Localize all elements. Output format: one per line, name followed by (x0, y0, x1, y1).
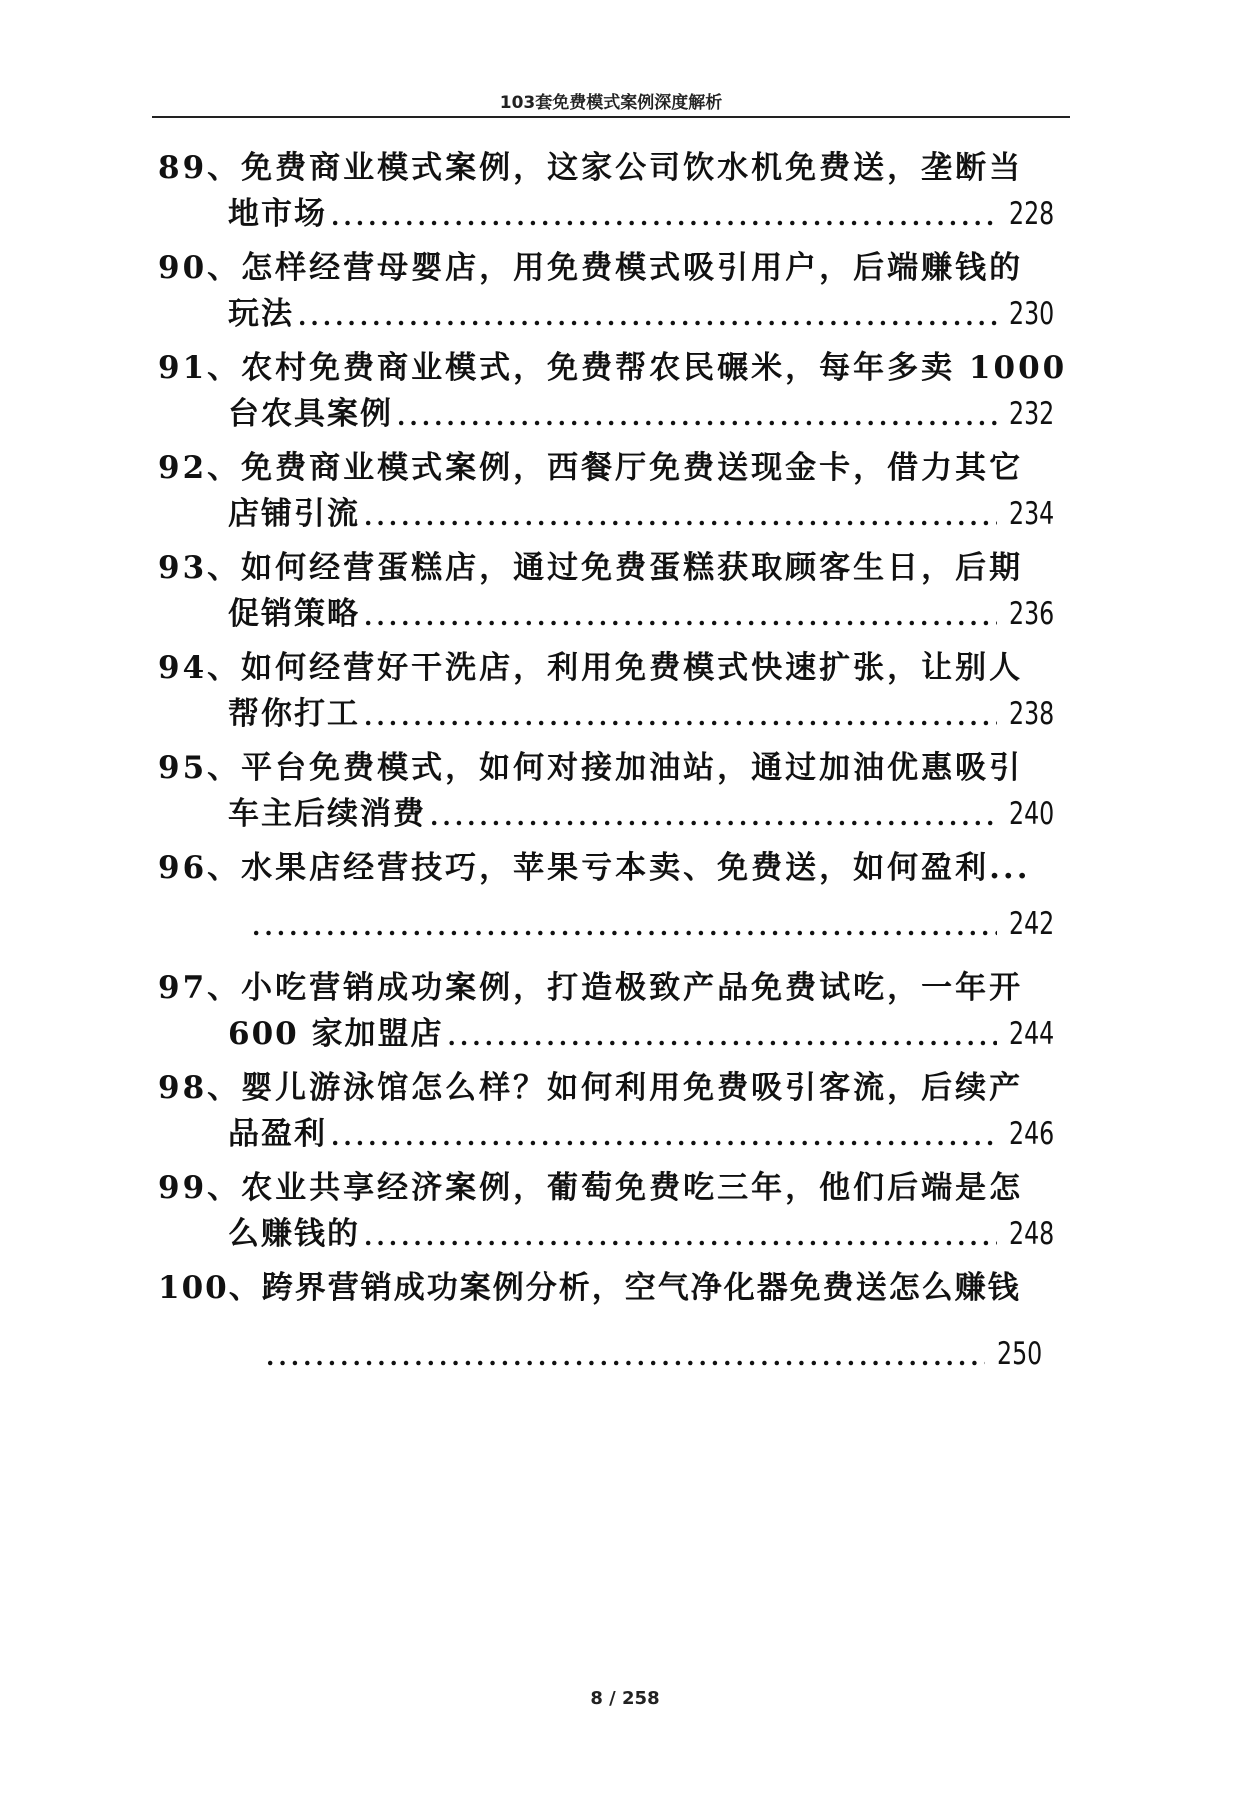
toc-entry-title: 100、跨界营销成功案例分析，空气净化器免费送怎么赚钱 (158, 1270, 1021, 1306)
toc-entry-title: 93、如何经营蛋糕店，通过免费蛋糕获取顾客生日，后期 (158, 550, 1024, 586)
toc-entry-continuation: 么赚钱的 (228, 1216, 360, 1252)
toc-entry-continuation: 台农具案例 (228, 396, 393, 432)
toc-entry-title: 90、怎样经营母婴店，用免费模式吸引用户，后端赚钱的 (158, 250, 1024, 286)
toc-entry-title: 97、小吃营销成功案例，打造极致产品免费试吃，一年开 (158, 970, 1024, 1006)
dot-leader (448, 1020, 997, 1054)
toc-entry-title: 98、婴儿游泳馆怎么样？如何利用免费吸引客流，后续产 (158, 1070, 1024, 1106)
toc-entry-continuation: 品盈利 (228, 1116, 327, 1152)
toc-entry-title: 95、平台免费模式，如何对接加油站，通过加油优惠吸引 (158, 750, 1024, 786)
dot-leader (252, 910, 997, 944)
toc-page-number: 240 (1008, 796, 1054, 832)
toc-page-number: 230 (1008, 296, 1054, 332)
page-header-title: 103套免费模式案例深度解析 (499, 93, 723, 113)
toc-entry-continuation: 600 家加盟店 (228, 1016, 444, 1052)
dot-leader (430, 800, 997, 834)
toc-entry-continuation: 帮你打工 (228, 696, 360, 732)
dot-leader (364, 600, 997, 634)
dot-leader (364, 1220, 997, 1254)
toc-page-number: 248 (1008, 1216, 1054, 1252)
toc-entry-continuation: 店铺引流 (228, 496, 360, 532)
toc-page-number: 234 (1008, 496, 1054, 532)
dot-leader (364, 500, 997, 534)
toc-entry-continuation: 促销策略 (228, 596, 360, 632)
toc-page-number: 238 (1008, 696, 1054, 732)
toc-entry-title: 99、农业共享经济案例，葡萄免费吃三年，他们后端是怎 (158, 1170, 1024, 1206)
dot-leader (331, 200, 997, 234)
header-divider (152, 116, 1070, 118)
toc-entry-title: 92、免费商业模式案例，西餐厅免费送现金卡，借力其它 (158, 450, 1024, 486)
toc-page-number: 246 (1008, 1116, 1054, 1152)
toc-entry-continuation: 玩法 (228, 296, 294, 332)
toc-entry-title: 94、如何经营好干洗店，利用免费模式快速扩张，让别人 (158, 650, 1024, 686)
toc-entry-continuation: 车主后续消费 (228, 796, 426, 832)
toc-page-number: 242 (1008, 906, 1054, 942)
toc-page-number: 250 (996, 1336, 1042, 1372)
toc-page-number: 228 (1008, 196, 1054, 232)
toc-entry-title: 89、免费商业模式案例，这家公司饮水机免费送，垄断当 (158, 150, 1024, 186)
toc-page-number: 232 (1008, 396, 1054, 432)
dot-leader (397, 400, 997, 434)
dot-leader (266, 1340, 985, 1374)
dot-leader (331, 1120, 997, 1154)
page-indicator: 8 / 258 (590, 1688, 660, 1709)
toc-page-number: 244 (1008, 1016, 1054, 1052)
toc-page-number: 236 (1008, 596, 1054, 632)
toc-entry-title: 96、水果店经营技巧，苹果亏本卖、免费送，如何盈利... (158, 850, 1031, 886)
dot-leader (298, 300, 997, 334)
toc-entry-title: 91、农村免费商业模式，免费帮农民碾米，每年多卖 1000 (158, 350, 1068, 386)
toc-entry-continuation: 地市场 (228, 196, 327, 232)
dot-leader (364, 700, 997, 734)
